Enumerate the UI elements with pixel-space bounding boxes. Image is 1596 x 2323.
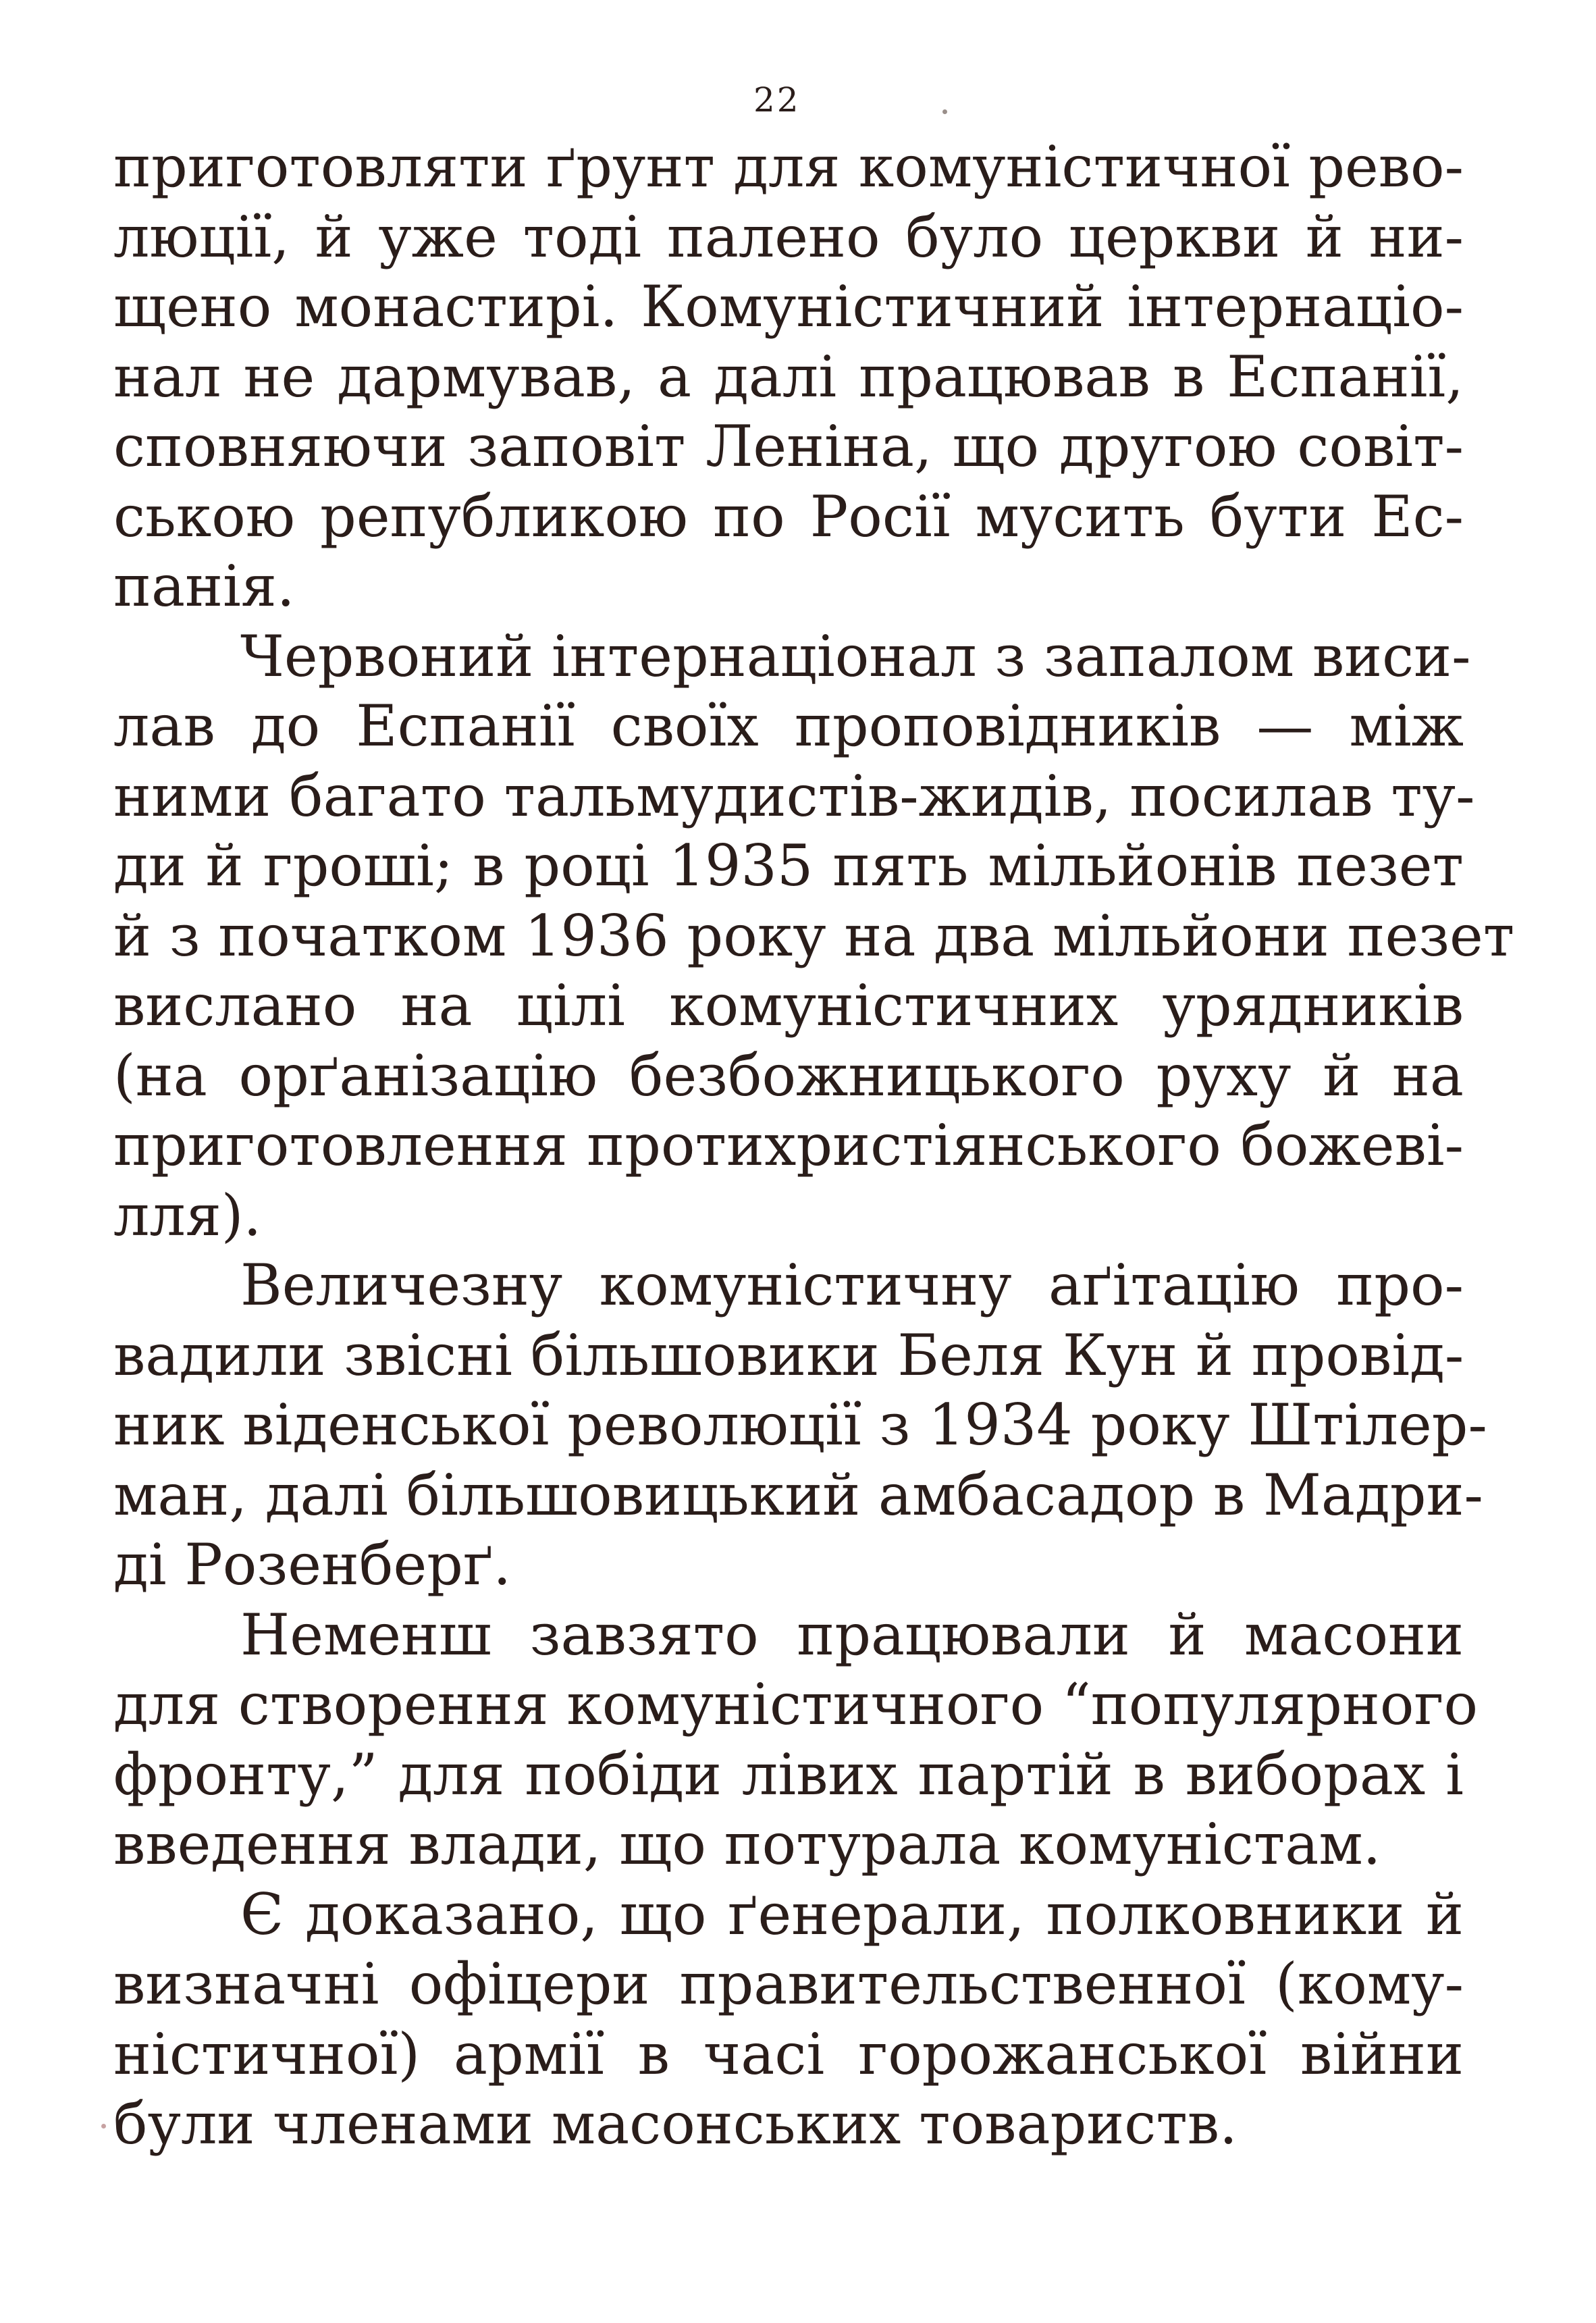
text-line: лав до Еспанії своїх проповідників — між <box>113 693 1464 759</box>
text-line: ністичної) армії в часі горожанської війни <box>113 2020 1464 2087</box>
text-line: для створення комуністичного “популярного <box>113 1671 1479 1738</box>
paragraph-first-line: Є доказано, що ґенерали, полковники й <box>240 1881 1464 1948</box>
text-line: ними багато тальмудистів-жидів, посилав ту- <box>113 762 1475 829</box>
paragraph-first-line: Величезну комуністичну аґітацію про- <box>240 1252 1464 1318</box>
text-line: введення влади, що потурала комуністам. <box>113 1811 1381 1877</box>
print-speck <box>942 109 947 114</box>
text-line: лля). <box>113 1182 262 1249</box>
text-line: були членами масонських товариств. <box>113 2091 1238 2157</box>
text-line: ською републикою по Росії мусить бути Ес- <box>113 483 1464 550</box>
text-line: панія. <box>113 553 295 619</box>
paragraph-first-line: Червоний інтернаціонал з запалом виси- <box>240 623 1471 689</box>
text-line: нал не дармував, а далі працював в Еспанії, <box>113 343 1464 410</box>
paragraph-first-line: Неменш завзято працювали й масони <box>240 1601 1464 1668</box>
text-line: сповняючи заповіт Леніна, що другою совіт- <box>113 413 1464 479</box>
text-line: ман, далі більшовицький амбасадор в Мадри- <box>113 1461 1483 1528</box>
text-line: люції, й уже тоді палено було церкви й ни- <box>113 203 1464 270</box>
text-line: приготовлення протихристіянського божеві- <box>113 1112 1464 1178</box>
text-line: й з початком 1936 року на два мільйони пезет <box>113 902 1515 969</box>
text-line: ник віденської революції з 1934 року Штілер- <box>113 1392 1487 1458</box>
text-line: визначні офіцери правительственної (кому- <box>113 1951 1464 2017</box>
page-number: 22 <box>753 80 801 120</box>
text-line: (на орґанізацію безбожницького руху й на <box>113 1042 1464 1109</box>
text-line: вадили звісні більшовики Беля Кун й провід- <box>113 1322 1464 1388</box>
body-text <box>113 132 1515 2160</box>
text-line: щено монастирі. Комуністичний інтернаціо- <box>113 273 1464 340</box>
print-speck <box>101 2124 106 2129</box>
text-line: фронту,” для побіди лівих партій в виборах і <box>113 1741 1464 1808</box>
text-line: приготовляти ґрунт для комуністичної рево- <box>113 134 1464 200</box>
text-line: ді Розенберґ. <box>113 1532 512 1598</box>
text-line: ди й гроші; в році 1935 пять мільйонів пезет <box>113 833 1464 899</box>
text-line: вислано на цілі комуністичних урядників <box>113 972 1464 1039</box>
